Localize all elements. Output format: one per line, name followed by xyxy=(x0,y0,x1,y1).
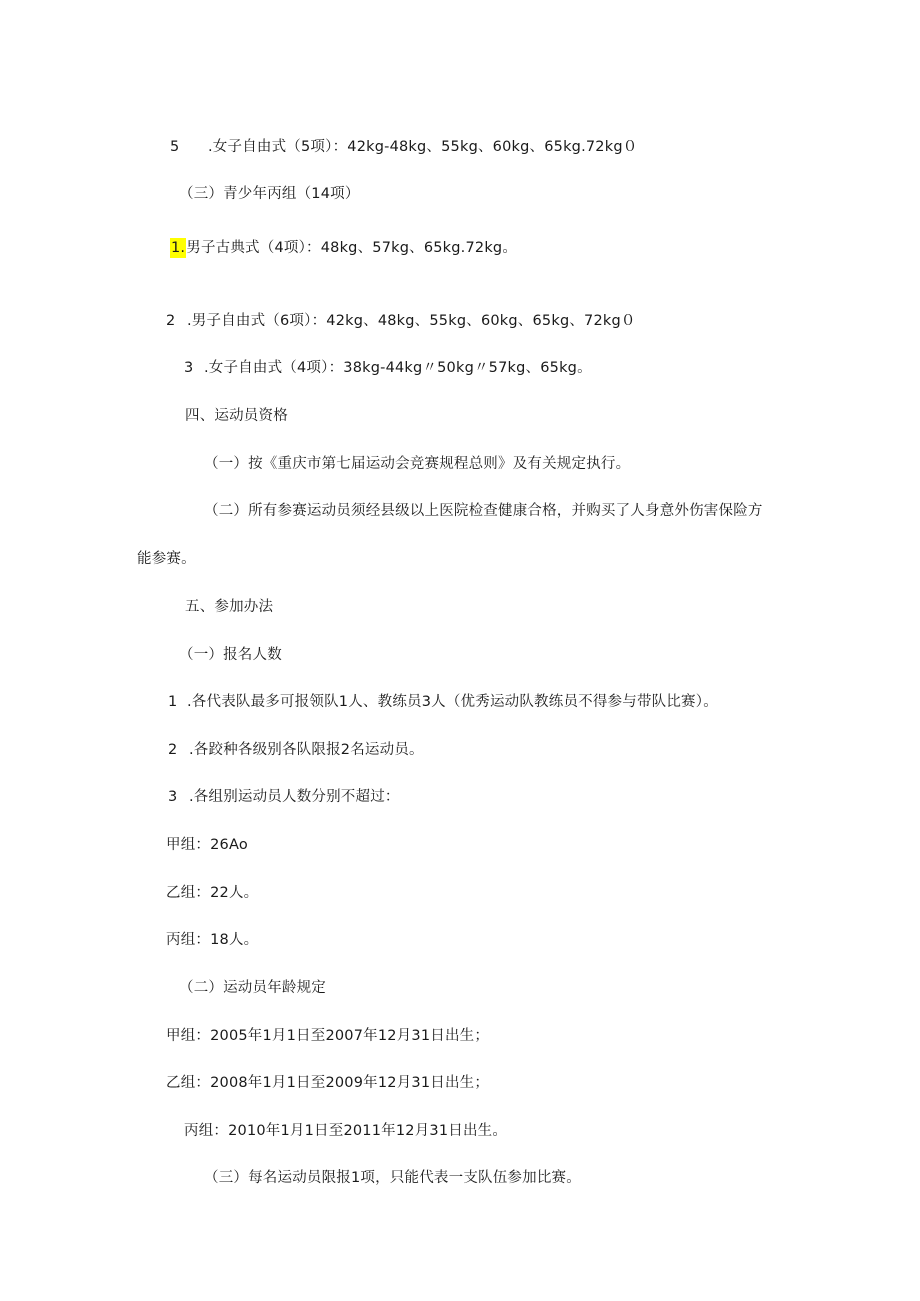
line-text: （三）每名运动员限报1项，只能代表一支队伍参加比赛。 xyxy=(204,1170,581,1186)
item-women-freestyle-5 xyxy=(170,137,637,157)
subheading-registration-count xyxy=(179,645,282,665)
list-number: 2 xyxy=(166,313,176,329)
line-text: 乙组：2008年1月1日至2009年12月31日出生； xyxy=(166,1075,490,1091)
line-text: .男子自由式（6项）：42kg、48kg、55kg、60kg、65kg、72kg０ xyxy=(187,313,636,329)
line-text: 甲组：2005年1月1日至2007年12月31日出生； xyxy=(166,1028,490,1044)
heading-athlete-eligibility xyxy=(185,406,288,426)
line-text: 四、运动员资格 xyxy=(185,408,288,424)
line-text: （二）运动员年龄规定 xyxy=(179,980,326,996)
item-registration-3 xyxy=(168,787,400,807)
line-text: 能参赛。 xyxy=(137,551,196,567)
group-c-age xyxy=(184,1121,507,1141)
line-text: 丙组：18人。 xyxy=(166,932,259,948)
line-text: 男子古典式（4项）：48kg、57kg、65kg.72kg。 xyxy=(186,240,518,256)
line-text: .各组别运动员人数分别不超过： xyxy=(189,789,400,805)
group-a-count xyxy=(166,835,248,855)
item-registration-2 xyxy=(168,740,424,760)
list-number: 3 xyxy=(168,789,178,805)
line-text: .女子自由式（5项）：42kg-48kg、55kg、60kg、65kg.72kg０ xyxy=(208,139,638,155)
list-number: 1 xyxy=(168,694,178,710)
line-text: （二）所有参赛运动员须经县级以上医院检查健康合格，并购买了人身意外伤害保险方 xyxy=(204,503,763,519)
line-text: .女子自由式（4项）：38kg-44kg〃50kg〃57kg、65kg。 xyxy=(204,360,592,376)
line-text: （一）报名人数 xyxy=(179,647,282,663)
paragraph-eligibility-2 xyxy=(204,501,763,521)
line-text: 甲组：26Ao xyxy=(166,837,248,853)
section-youth-group-c xyxy=(179,184,360,204)
subheading-age-rules xyxy=(179,978,326,998)
group-a-age xyxy=(166,1026,489,1046)
item-women-freestyle-3 xyxy=(184,358,592,378)
list-number: 2 xyxy=(168,742,178,758)
line-text: .各代表队最多可报领队1人、教练员3人（优秀运动队教练员不得参与带队比赛）。 xyxy=(187,694,718,710)
line-text: 五、参加办法 xyxy=(185,599,274,615)
line-text: .各跤种各级别各队限报2名运动员。 xyxy=(189,742,424,758)
line-text: （一）按《重庆市第七届运动会竞赛规程总则》及有关规定执行。 xyxy=(204,456,631,472)
paragraph-single-entry-rule xyxy=(204,1168,581,1188)
group-b-age xyxy=(166,1073,489,1093)
list-number: 3 xyxy=(184,360,194,376)
line-text: （三）青少年丙组（14项） xyxy=(179,186,360,202)
item-registration-1 xyxy=(168,692,718,712)
paragraph-eligibility-1 xyxy=(204,454,630,474)
highlighted-list-number: 1. xyxy=(171,240,186,256)
group-c-count xyxy=(166,930,258,950)
list-number: 5 xyxy=(170,139,180,155)
line-text: 丙组：2010年1月1日至2011年12月31日出生。 xyxy=(184,1123,508,1139)
group-b-count xyxy=(166,883,258,903)
item-men-freestyle-2 xyxy=(166,311,636,331)
item-men-classic-1 xyxy=(170,238,517,258)
heading-participation-method xyxy=(185,597,273,617)
paragraph-eligibility-2-cont xyxy=(137,549,196,569)
line-text: 乙组：22人。 xyxy=(166,885,259,901)
